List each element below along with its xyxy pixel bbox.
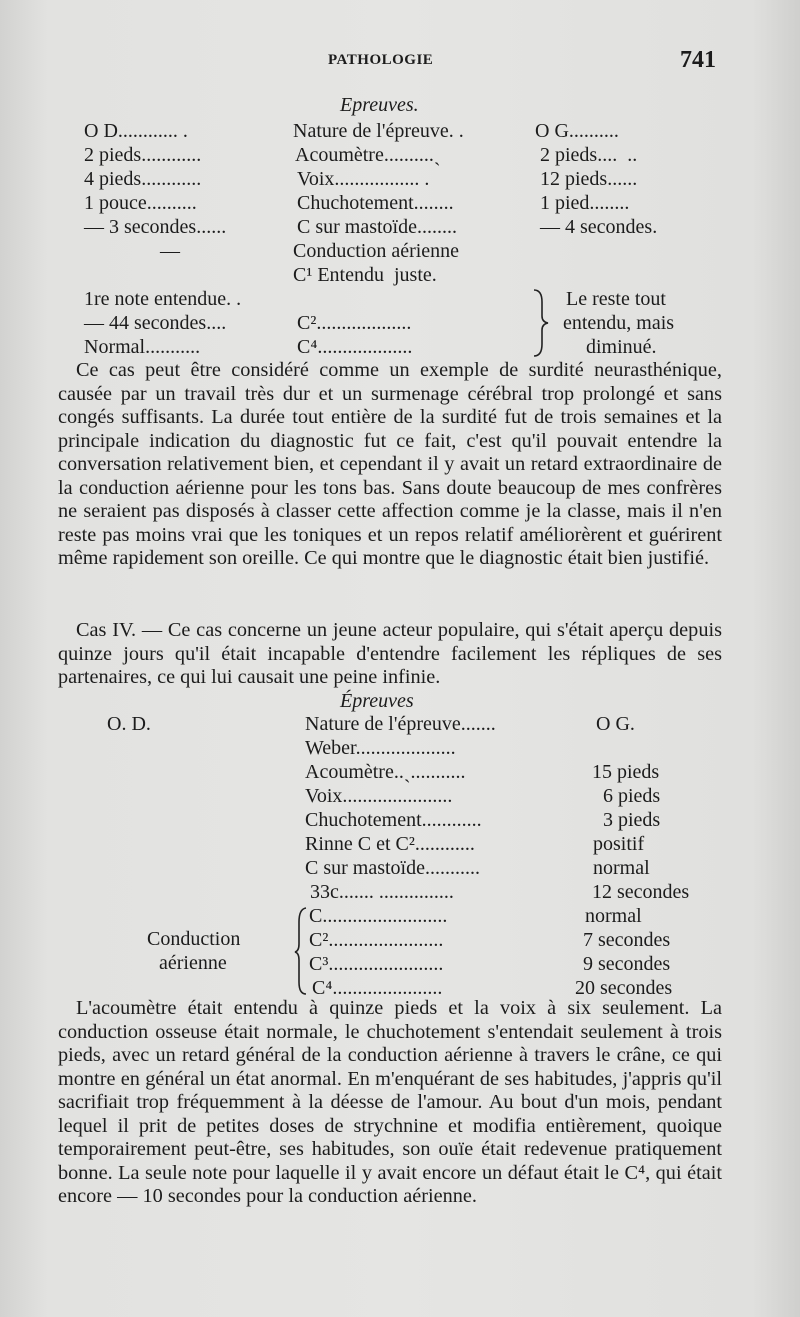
page-number: 741: [680, 47, 716, 73]
test-cell: 33c....... ...............: [310, 881, 454, 903]
paragraph: [58, 359, 722, 571]
test-cell: C⁴...................: [297, 336, 413, 358]
paragraph-text: Ce cas peut être considéré comme un exemple de surdité neurasthénique, causée par un travail très dur et un surmenage cérébral trop prolongé et sans congés suffisants. La durée tout entière de la surdité fut de trois semaines et la principale indication du diagnostic fut ce fait, c'est qu'il pouvait entendre la conversation relativement bien, et cependant il y avait un retard extraordinaire de la conduction aérienne pour les tons bas. Sans doute beaucoup de mes confrères ne seraient pas disposés à classer cette affection comme je la classe, mais il n'en reste pas moins vrai que les toniques et un repos relatif améliorèrent et guérirent même rapidement son oreille. Ce qui montre que le diagnostic était bien justifié.: [58, 359, 722, 569]
od-cell: —: [160, 240, 180, 262]
og-cell: 6 pieds: [603, 785, 661, 807]
test-cell: C².......................: [309, 929, 444, 951]
od-cell: 1re note entendue. .: [84, 288, 242, 310]
brace-note: diminué.: [586, 336, 657, 358]
test-cell: Nature de l'épreuve. .: [293, 120, 464, 142]
test-cell: Voix......................: [305, 785, 453, 807]
test-cell: C sur mastoïde........: [297, 216, 457, 238]
test-cell: Chuchotement............: [305, 809, 482, 831]
conduction-label: aérienne: [159, 952, 227, 974]
od-cell: Normal...........: [84, 336, 201, 358]
test-cell: Nature de l'épreuve.......: [305, 713, 496, 735]
running-head: PATHOLOGIE: [328, 52, 434, 68]
paragraph-text: L'acoumètre était entendu à quinze pieds et la voix à six seulement. La conduction osseuse était normale, le chuchotement s'entendait seulement à trois pieds, avec un retard général de la conduction aérienne à travers le crâne, ce qui montre en général un état anormal. En m'enquérant de ses habitudes, j'appris qu'il sacrifiait trop fréquemment à la déesse de l'amour. Au bout d'un mois, pendant lequel il prit de petites doses de strychnine et modifia entièrement, quoique temporairement peut-être, ses habitudes, son ouïe était redevenue pratiquement bonne. La seule note pour laquelle il y avait encore un défaut était le C⁴, qui était encore — 10 secondes pour la conduction aérienne.: [58, 997, 722, 1207]
od-cell: — 44 secondes....: [84, 312, 227, 334]
og-cell: 7 secondes: [583, 929, 671, 951]
test-cell: Weber....................: [305, 737, 456, 759]
test-cell: C¹ Entendu juste.: [293, 264, 437, 286]
og-cell: O G..........: [535, 120, 619, 142]
od-label: O. D.: [107, 713, 151, 735]
og-cell: 9 secondes: [583, 953, 671, 975]
og-cell: O G.: [596, 713, 635, 735]
test-cell: Acoumètre..ˏ...........: [305, 761, 466, 783]
test-cell: C sur mastoïde...........: [305, 857, 480, 879]
paragraph: [58, 619, 722, 690]
test-cell: Voix................. .: [297, 168, 430, 190]
og-cell: — 4 secondes.: [540, 216, 658, 238]
brace-note: Le reste tout: [566, 288, 666, 310]
od-cell: O D............ .: [84, 120, 188, 142]
test-cell: C⁴......................: [312, 977, 443, 999]
og-cell: 1 pied........: [540, 192, 630, 214]
od-cell: 1 pouce..........: [84, 192, 197, 214]
brace-icon: [294, 906, 308, 996]
og-cell: 3 pieds: [603, 809, 661, 831]
og-cell: 12 secondes: [592, 881, 690, 903]
test-cell: C³.......................: [309, 953, 444, 975]
og-cell: 12 pieds......: [540, 168, 638, 190]
table-title: Épreuves: [340, 690, 414, 712]
test-cell: C.........................: [309, 905, 448, 927]
og-cell: normal: [585, 905, 642, 927]
og-cell: 2 pieds.... ..: [540, 144, 638, 166]
paragraph-text: Cas IV. — Ce cas concerne un jeune acteur populaire, qui s'était aperçu depuis quinze jours qu'il était incapable d'entendre facilement les répliques de ses partenaires, ce qui lui causait une peine infinie.: [58, 619, 722, 688]
page-header: [0, 47, 800, 76]
brace-icon: [530, 288, 550, 358]
test-cell: C²...................: [297, 312, 412, 334]
conduction-label: Conduction: [147, 928, 241, 950]
brace-note: entendu, mais: [563, 312, 675, 334]
og-cell: 20 secondes: [575, 977, 673, 999]
og-cell: normal: [593, 857, 650, 879]
og-cell: positif: [593, 833, 645, 855]
test-cell: Conduction aérienne: [293, 240, 460, 262]
test-cell: Rinne C et C²............: [305, 833, 475, 855]
test-cell: Chuchotement........: [297, 192, 454, 214]
od-cell: — 3 secondes......: [84, 216, 227, 238]
og-cell: 15 pieds: [592, 761, 660, 783]
od-cell: 4 pieds............: [84, 168, 202, 190]
test-cell: Acoumètre..........ˎ: [295, 144, 441, 166]
table-title: Epreuves.: [340, 94, 419, 116]
od-cell: 2 pieds............: [84, 144, 202, 166]
paragraph: [58, 997, 722, 1209]
